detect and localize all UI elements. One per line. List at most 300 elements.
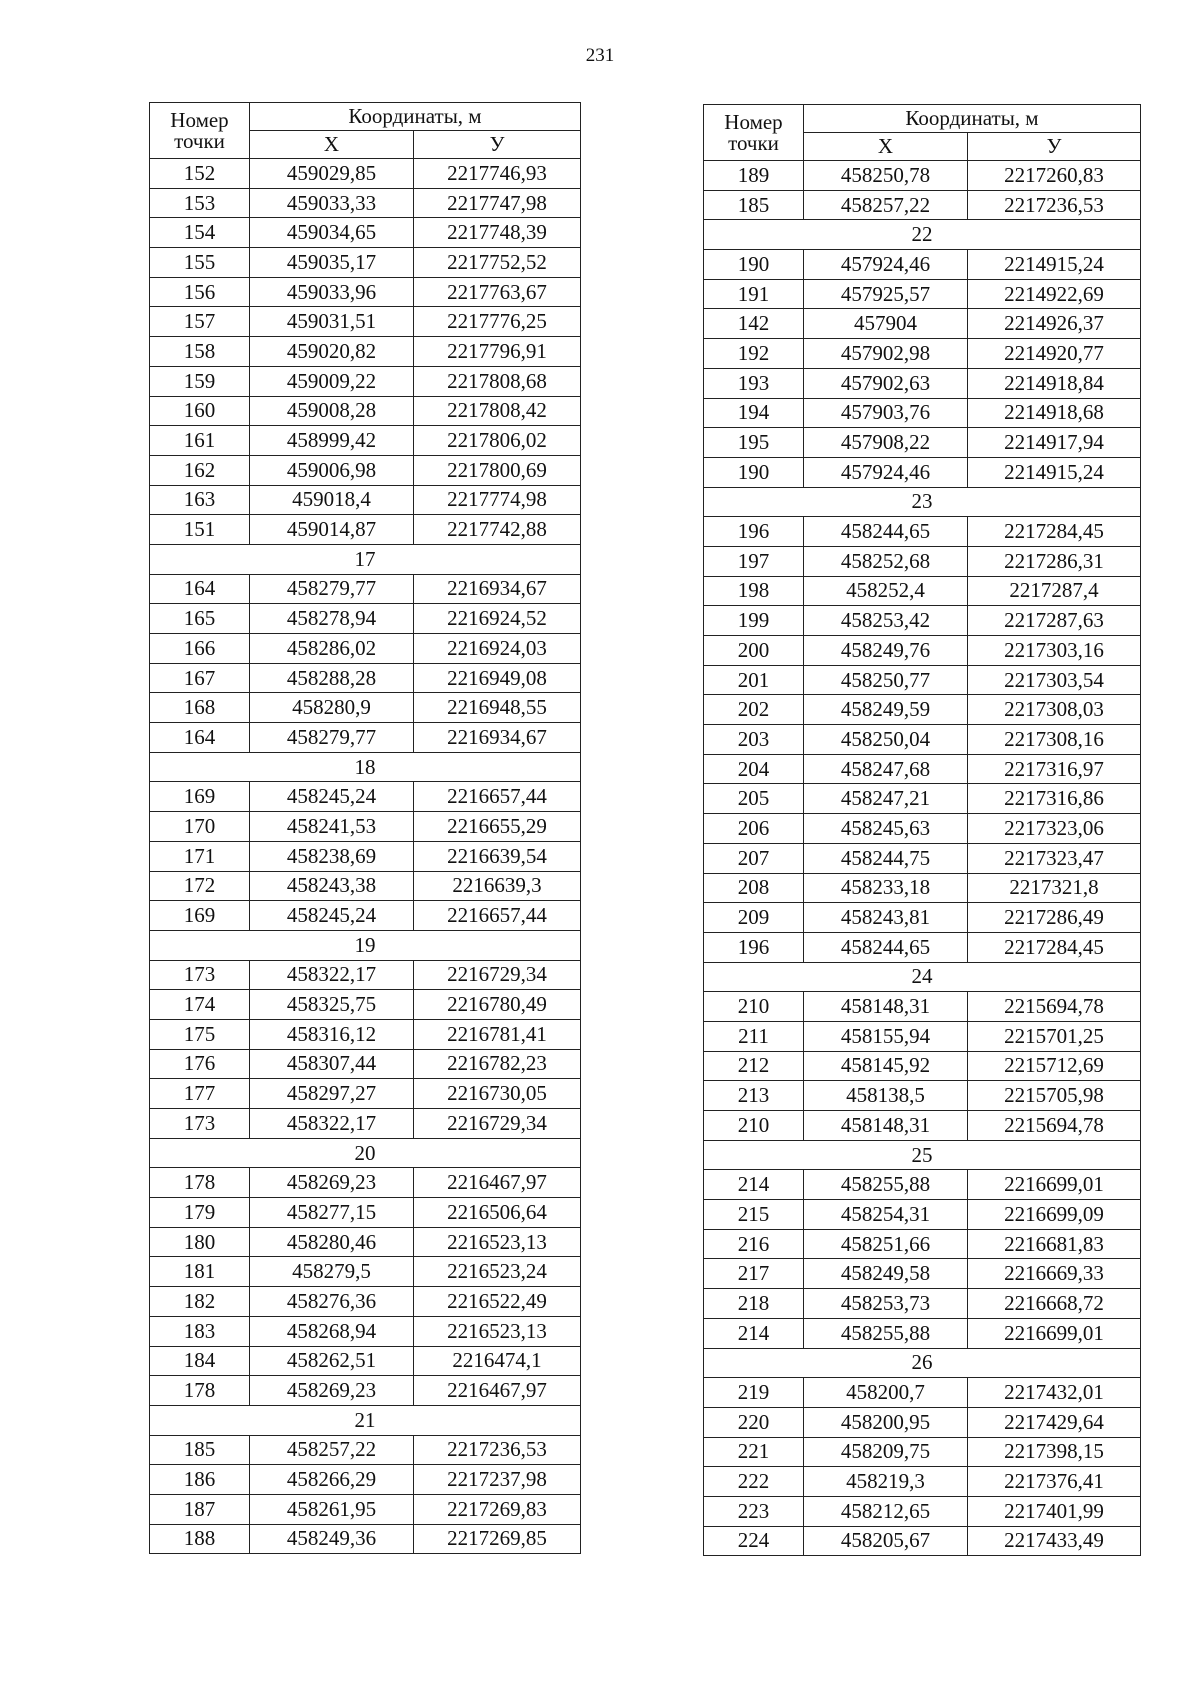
coordinates-header: Координаты, м [250,103,581,131]
table-row [150,485,581,515]
point-number-cell: 160 [150,396,250,426]
point-number-cell: 167 [150,663,250,693]
y-coordinate-cell: 2216730,05 [414,1079,581,1109]
y-coordinate-cell: 2216467,97 [414,1168,581,1198]
section-row [704,220,1141,250]
y-coordinate-cell: 2217260,83 [968,161,1141,191]
y-coordinate-cell: 2217286,31 [968,546,1141,576]
point-number-cell: 170 [150,812,250,842]
x-coordinate-cell: 457925,57 [804,279,968,309]
y-coordinate-cell: 2217284,45 [968,517,1141,547]
point-number-cell: 179 [150,1198,250,1228]
table-row [150,1376,581,1406]
point-number-cell: 221 [704,1437,804,1467]
point-number-cell: 187 [150,1494,250,1524]
table-row [704,428,1141,458]
x-coordinate-cell: 459033,96 [250,277,414,307]
section-row [150,544,581,574]
y-coordinate-cell: 2217748,39 [414,218,581,248]
y-coordinate-cell: 2215712,69 [968,1051,1141,1081]
point-number-cell: 185 [704,190,804,220]
x-coordinate-cell: 458269,23 [250,1168,414,1198]
table-row [150,248,581,278]
table-row [704,457,1141,487]
point-number-cell: 213 [704,1081,804,1111]
y-coordinate-cell: 2217742,88 [414,515,581,545]
point-number-cell: 190 [704,457,804,487]
x-coordinate-cell: 458277,15 [250,1198,414,1228]
point-number-cell: 166 [150,634,250,664]
y-coordinate-cell: 2216657,44 [414,901,581,931]
table-row [150,396,581,426]
point-number-cell: 173 [150,960,250,990]
x-coordinate-cell: 458279,5 [250,1257,414,1287]
table-row [150,1524,581,1554]
x-coordinate-cell: 458288,28 [250,663,414,693]
section-number: 23 [704,487,1141,517]
x-coordinate-cell: 457908,22 [804,428,968,458]
y-coordinate-cell: 2216639,3 [414,871,581,901]
x-coordinate-cell: 458250,78 [804,161,968,191]
y-coordinate-cell: 2215694,78 [968,992,1141,1022]
table-row [704,1021,1141,1051]
section-row [704,1140,1141,1170]
point-number-cell: 218 [704,1289,804,1319]
point-number-cell: 178 [150,1376,250,1406]
x-coordinate-cell: 457904 [804,309,968,339]
y-coordinate-cell: 2216781,41 [414,1019,581,1049]
point-number-cell: 157 [150,307,250,337]
section-row [704,1348,1141,1378]
y-coordinate-cell: 2216729,34 [414,1109,581,1139]
y-coordinate-cell: 2216729,34 [414,960,581,990]
x-coordinate-cell: 458249,76 [804,636,968,666]
x-coordinate-cell: 458148,31 [804,1111,968,1141]
table-row [704,1407,1141,1437]
x-coordinate-cell: 458245,24 [250,901,414,931]
table-row [150,723,581,753]
y-coordinate-cell: 2216780,49 [414,990,581,1020]
point-number-cell: 178 [150,1168,250,1198]
x-coordinate-cell: 457924,46 [804,250,968,280]
table-row [704,843,1141,873]
y-coordinate-cell: 2217287,4 [968,576,1141,606]
x-coordinate-cell: 458244,65 [804,517,968,547]
point-number-header: Номер точки [150,103,250,159]
table-row [150,426,581,456]
y-coordinate-cell: 2217746,93 [414,159,581,189]
x-coordinate-cell: 458266,29 [250,1465,414,1495]
y-coordinate-cell: 2214915,24 [968,457,1141,487]
x-coordinate-cell: 458276,36 [250,1287,414,1317]
section-number: 20 [150,1138,581,1168]
y-coordinate-cell: 2217323,47 [968,843,1141,873]
y-coordinate-cell: 2216506,64 [414,1198,581,1228]
table-row [704,1318,1141,1348]
table-row [704,339,1141,369]
x-coordinate-cell: 458279,77 [250,574,414,604]
section-row [150,1138,581,1168]
table-row [704,1378,1141,1408]
x-coordinate-cell: 458249,59 [804,695,968,725]
table-row [704,576,1141,606]
y-coordinate-cell: 2217269,85 [414,1524,581,1554]
y-coordinate-cell: 2216924,03 [414,634,581,664]
x-coordinate-cell: 458145,92 [804,1051,968,1081]
table-row [704,903,1141,933]
y-coordinate-cell: 2217308,03 [968,695,1141,725]
y-coordinate-cell: 2215694,78 [968,1111,1141,1141]
table-row [704,1111,1141,1141]
y-coordinate-cell: 2217316,86 [968,784,1141,814]
point-number-cell: 169 [150,901,250,931]
point-number-cell: 194 [704,398,804,428]
x-coordinate-cell: 458250,04 [804,725,968,755]
table-row [704,1200,1141,1230]
x-coordinate-cell: 459034,65 [250,218,414,248]
table-row [150,990,581,1020]
y-coordinate-cell: 2217806,02 [414,426,581,456]
y-coordinate-cell: 2214915,24 [968,250,1141,280]
table-row [704,665,1141,695]
y-coordinate-cell: 2216699,01 [968,1318,1141,1348]
y-coordinate-cell: 2216949,08 [414,663,581,693]
table-row [704,695,1141,725]
point-number-cell: 159 [150,366,250,396]
y-column-header: У [968,133,1141,161]
point-number-cell: 199 [704,606,804,636]
table-body [150,159,581,1554]
y-coordinate-cell: 2214918,84 [968,368,1141,398]
point-number-cell: 189 [704,161,804,191]
y-coordinate-cell: 2217237,98 [414,1465,581,1495]
point-number-cell: 169 [150,782,250,812]
table-row [150,1287,581,1317]
x-coordinate-cell: 458316,12 [250,1019,414,1049]
x-coordinate-cell: 458254,31 [804,1200,968,1230]
section-number: 17 [150,544,581,574]
section-row [150,1405,581,1435]
point-number-cell: 210 [704,992,804,1022]
page-number: 231 [585,45,615,66]
y-coordinate-cell: 2216474,1 [414,1346,581,1376]
point-number-cell: 212 [704,1051,804,1081]
x-coordinate-cell: 458244,65 [804,932,968,962]
x-coordinate-cell: 459020,82 [250,337,414,367]
y-coordinate-cell: 2217321,8 [968,873,1141,903]
point-number-cell: 155 [150,248,250,278]
x-coordinate-cell: 458250,77 [804,665,968,695]
point-number-cell: 153 [150,188,250,218]
x-coordinate-cell: 458269,23 [250,1376,414,1406]
y-coordinate-cell: 2217763,67 [414,277,581,307]
y-coordinate-cell: 2217776,25 [414,307,581,337]
x-coordinate-cell: 458233,18 [804,873,968,903]
x-coordinate-cell: 458205,67 [804,1526,968,1556]
point-number-cell: 163 [150,485,250,515]
point-number-cell: 196 [704,932,804,962]
point-number-cell: 224 [704,1526,804,1556]
x-coordinate-cell: 458251,66 [804,1229,968,1259]
x-coordinate-cell: 458247,21 [804,784,968,814]
table-row [704,932,1141,962]
x-coordinate-cell: 458245,63 [804,814,968,844]
table-row [704,1437,1141,1467]
table-row [150,604,581,634]
point-number-cell: 171 [150,841,250,871]
y-coordinate-cell: 2216934,67 [414,723,581,753]
point-number-cell: 142 [704,309,804,339]
y-coordinate-cell: 2217316,97 [968,754,1141,784]
coordinates-header: Координаты, м [804,105,1141,133]
table-row [704,992,1141,1022]
x-coordinate-cell: 458200,95 [804,1407,968,1437]
table-row [704,250,1141,280]
x-coordinate-cell: 458249,36 [250,1524,414,1554]
point-number-cell: 174 [150,990,250,1020]
point-number-cell: 183 [150,1316,250,1346]
point-number-cell: 190 [704,250,804,280]
x-coordinate-cell: 459006,98 [250,455,414,485]
table-row [704,279,1141,309]
x-column-header: X [804,133,968,161]
y-coordinate-cell: 2217286,49 [968,903,1141,933]
table-row [150,159,581,189]
table-row [150,574,581,604]
point-number-cell: 151 [150,515,250,545]
table-row [150,1257,581,1287]
x-coordinate-cell: 458999,42 [250,426,414,456]
point-number-cell: 205 [704,784,804,814]
point-number-cell: 192 [704,339,804,369]
x-coordinate-cell: 458253,42 [804,606,968,636]
y-coordinate-cell: 2217796,91 [414,337,581,367]
y-coordinate-cell: 2214926,37 [968,309,1141,339]
y-coordinate-cell: 2217433,49 [968,1526,1141,1556]
point-number-cell: 172 [150,871,250,901]
y-coordinate-cell: 2217800,69 [414,455,581,485]
x-coordinate-cell: 457924,46 [804,457,968,487]
y-coordinate-cell: 2214920,77 [968,339,1141,369]
point-number-cell: 152 [150,159,250,189]
table-row [150,960,581,990]
table-row [704,1081,1141,1111]
y-coordinate-cell: 2217303,54 [968,665,1141,695]
table-row [150,1019,581,1049]
table-row [704,546,1141,576]
section-number: 24 [704,962,1141,992]
y-coordinate-cell: 2217284,45 [968,932,1141,962]
x-coordinate-cell: 459029,85 [250,159,414,189]
table-row [150,515,581,545]
x-coordinate-cell: 458325,75 [250,990,414,1020]
table-row [704,1051,1141,1081]
y-coordinate-cell: 2217287,63 [968,606,1141,636]
table-row [704,606,1141,636]
y-coordinate-cell: 2217432,01 [968,1378,1141,1408]
y-coordinate-cell: 2216924,52 [414,604,581,634]
table-row [704,784,1141,814]
table-row [704,873,1141,903]
table-row [704,368,1141,398]
table-row [150,188,581,218]
table-row [150,1227,581,1257]
section-number: 18 [150,752,581,782]
table-row [150,1198,581,1228]
table-row [704,636,1141,666]
point-number-cell: 214 [704,1170,804,1200]
point-number-cell: 211 [704,1021,804,1051]
table-row [704,309,1141,339]
y-coordinate-cell: 2217236,53 [968,190,1141,220]
point-number-cell: 198 [704,576,804,606]
point-number-cell: 219 [704,1378,804,1408]
point-number-cell: 209 [704,903,804,933]
x-coordinate-cell: 458279,77 [250,723,414,753]
table-row [150,841,581,871]
point-number-cell: 222 [704,1467,804,1497]
point-number-cell: 203 [704,725,804,755]
x-coordinate-cell: 458209,75 [804,1437,968,1467]
y-coordinate-cell: 2217429,64 [968,1407,1141,1437]
y-coordinate-cell: 2217401,99 [968,1496,1141,1526]
table-row [150,337,581,367]
x-coordinate-cell: 457902,98 [804,339,968,369]
x-coordinate-cell: 458307,44 [250,1049,414,1079]
point-number-cell: 202 [704,695,804,725]
x-coordinate-cell: 459009,22 [250,366,414,396]
y-coordinate-cell: 2216681,83 [968,1229,1141,1259]
table-row [150,871,581,901]
point-number-cell: 164 [150,574,250,604]
section-number: 19 [150,930,581,960]
point-number-cell: 206 [704,814,804,844]
x-coordinate-cell: 458252,4 [804,576,968,606]
x-column-header: X [250,131,414,159]
table-row [704,1467,1141,1497]
y-coordinate-cell: 2216669,33 [968,1259,1141,1289]
y-coordinate-cell: 2216522,49 [414,1287,581,1317]
point-number-cell: 156 [150,277,250,307]
table-row [150,1049,581,1079]
y-column-header: У [414,131,581,159]
y-coordinate-cell: 2216782,23 [414,1049,581,1079]
table-row [704,398,1141,428]
point-number-cell: 184 [150,1346,250,1376]
x-coordinate-cell: 458252,68 [804,546,968,576]
x-coordinate-cell: 459014,87 [250,515,414,545]
x-coordinate-cell: 458138,5 [804,1081,968,1111]
x-coordinate-cell: 458278,94 [250,604,414,634]
y-coordinate-cell: 2216699,01 [968,1170,1141,1200]
point-number-cell: 165 [150,604,250,634]
table-row [150,307,581,337]
y-coordinate-cell: 2216523,13 [414,1316,581,1346]
point-number-cell: 204 [704,754,804,784]
table-row [704,1526,1141,1556]
table-row [150,1346,581,1376]
section-row [150,752,581,782]
x-coordinate-cell: 459018,4 [250,485,414,515]
x-coordinate-cell: 458155,94 [804,1021,968,1051]
section-number: 26 [704,1348,1141,1378]
table-row [150,812,581,842]
x-coordinate-cell: 458253,73 [804,1289,968,1319]
table-row [704,725,1141,755]
x-coordinate-cell: 457902,63 [804,368,968,398]
x-coordinate-cell: 459031,51 [250,307,414,337]
point-number-cell: 210 [704,1111,804,1141]
x-coordinate-cell: 458297,27 [250,1079,414,1109]
y-coordinate-cell: 2216655,29 [414,812,581,842]
y-coordinate-cell: 2217236,53 [414,1435,581,1465]
table-row [704,1289,1141,1319]
table-row [150,218,581,248]
x-coordinate-cell: 458255,88 [804,1318,968,1348]
table-row [150,693,581,723]
table-row [150,1435,581,1465]
point-number-cell: 196 [704,517,804,547]
point-number-cell: 185 [150,1435,250,1465]
x-coordinate-cell: 457903,76 [804,398,968,428]
point-number-cell: 168 [150,693,250,723]
y-coordinate-cell: 2217747,98 [414,188,581,218]
point-number-cell: 161 [150,426,250,456]
x-coordinate-cell: 458257,22 [804,190,968,220]
x-coordinate-cell: 458280,9 [250,693,414,723]
x-coordinate-cell: 458322,17 [250,960,414,990]
table-row [704,814,1141,844]
table-row [150,663,581,693]
y-coordinate-cell: 2217398,15 [968,1437,1141,1467]
point-number-cell: 181 [150,1257,250,1287]
point-number-cell: 154 [150,218,250,248]
x-coordinate-cell: 458219,3 [804,1467,968,1497]
section-number: 22 [704,220,1141,250]
section-row [150,930,581,960]
point-number-cell: 182 [150,1287,250,1317]
x-coordinate-cell: 458280,46 [250,1227,414,1257]
table-row [150,1494,581,1524]
point-number-cell: 177 [150,1079,250,1109]
point-number-cell: 207 [704,843,804,873]
x-coordinate-cell: 458249,58 [804,1259,968,1289]
point-number-cell: 191 [704,279,804,309]
y-coordinate-cell: 2216657,44 [414,782,581,812]
point-number-cell: 215 [704,1200,804,1230]
x-coordinate-cell: 458247,68 [804,754,968,784]
x-coordinate-cell: 458148,31 [804,992,968,1022]
x-coordinate-cell: 458243,38 [250,871,414,901]
table-row [150,1316,581,1346]
table-row [150,455,581,485]
point-number-cell: 208 [704,873,804,903]
point-number-cell: 223 [704,1496,804,1526]
table-row [704,754,1141,784]
table-row [150,634,581,664]
x-coordinate-cell: 458268,94 [250,1316,414,1346]
y-coordinate-cell: 2216699,09 [968,1200,1141,1230]
x-coordinate-cell: 458322,17 [250,1109,414,1139]
point-number-header: Номер точки [704,105,804,161]
section-number: 21 [150,1405,581,1435]
table-row [150,277,581,307]
table-row [150,1109,581,1139]
table-row [704,517,1141,547]
point-number-cell: 193 [704,368,804,398]
point-number-cell: 164 [150,723,250,753]
point-number-cell: 173 [150,1109,250,1139]
